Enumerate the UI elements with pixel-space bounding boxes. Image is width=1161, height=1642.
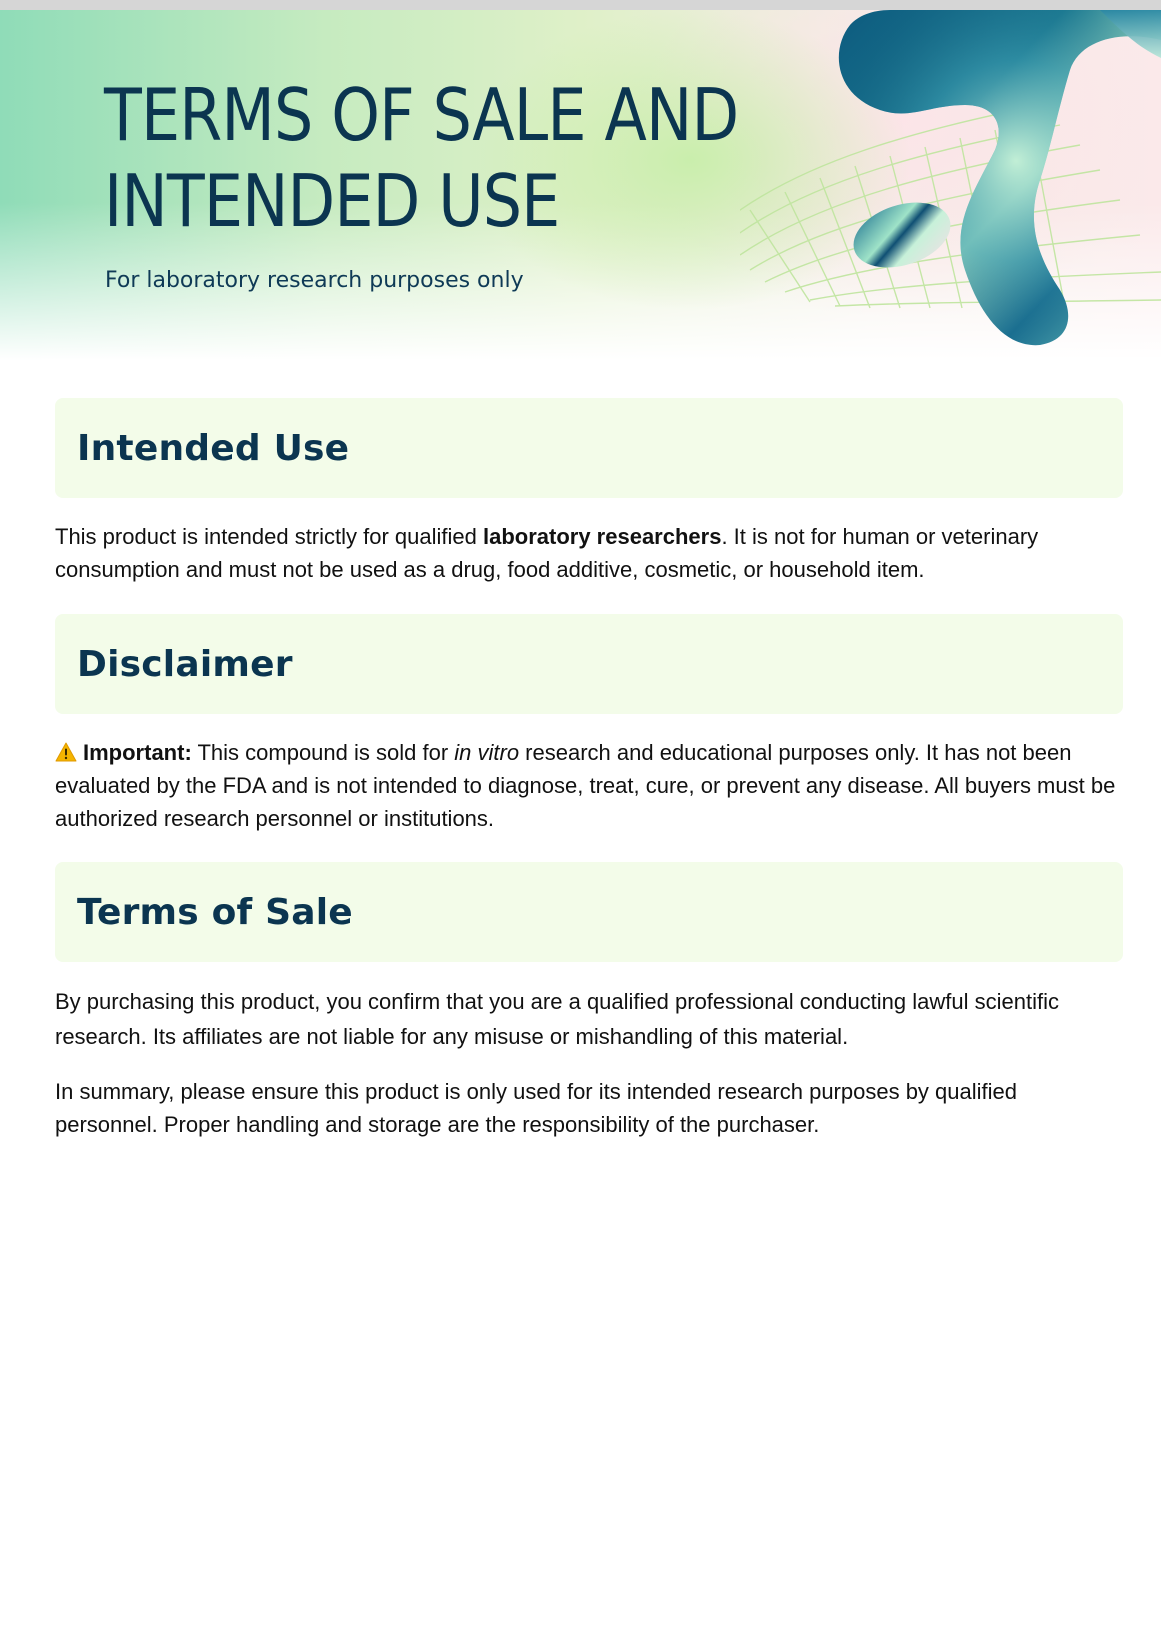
warning-icon	[55, 742, 77, 762]
section-heading: Intended Use	[77, 427, 350, 469]
main-content	[55, 398, 1123, 1141]
text-run: . It is not for human or veterinary consumption and must not be used as a drug, food additive, cosmetic, or household item.	[55, 524, 1039, 582]
section-terms-of-sale	[55, 862, 1123, 1141]
section-header	[55, 862, 1123, 962]
emphasis-text: laboratory researchers	[482, 524, 722, 549]
section-header	[55, 398, 1123, 498]
section-intended-use	[55, 398, 1123, 586]
disclaimer-paragraph	[55, 736, 1123, 835]
italic-text: in vitro	[454, 740, 520, 765]
section-heading: Terms of Sale	[77, 891, 353, 933]
text-run: research and educational purposes only. It has not been evaluated by the FDA and is not intended to diagnose, treat, cure, or prevent any disease. All buyers must be authorized research personnel or institutions.	[55, 740, 1116, 831]
pill-shape	[845, 191, 959, 279]
summary-paragraph: In summary, please ensure this product is only used for its intended research purposes by qualified personnel. Proper handling and storage are the responsibility of the purchaser.	[55, 1079, 1017, 1137]
wire-grid	[740, 105, 1161, 308]
page-title	[104, 72, 792, 244]
page-subtitle: For laboratory research purposes only	[105, 268, 524, 293]
top-bar	[0, 0, 1161, 10]
title-line-1: TERMS OF SALE AND	[104, 73, 739, 157]
title-line-2: INTENDED USE	[104, 159, 560, 243]
section-heading: Disclaimer	[77, 643, 293, 685]
important-label: Important:	[83, 740, 192, 765]
section-disclaimer	[55, 614, 1123, 835]
hero-banner	[0, 10, 1161, 360]
text-run: This product is intended strictly for qualified	[55, 524, 483, 549]
abstract-shape-illustration	[740, 10, 1161, 360]
section-header	[55, 614, 1123, 714]
terms-paragraph: By purchasing this product, you confirm that you are a qualified professional conducting lawful scientific research. Its affiliates are not liable for any misuse or mishandling of this material.	[55, 989, 1059, 1049]
intended-use-paragraph	[55, 520, 1123, 586]
text-run: This compound is sold for	[191, 740, 455, 765]
